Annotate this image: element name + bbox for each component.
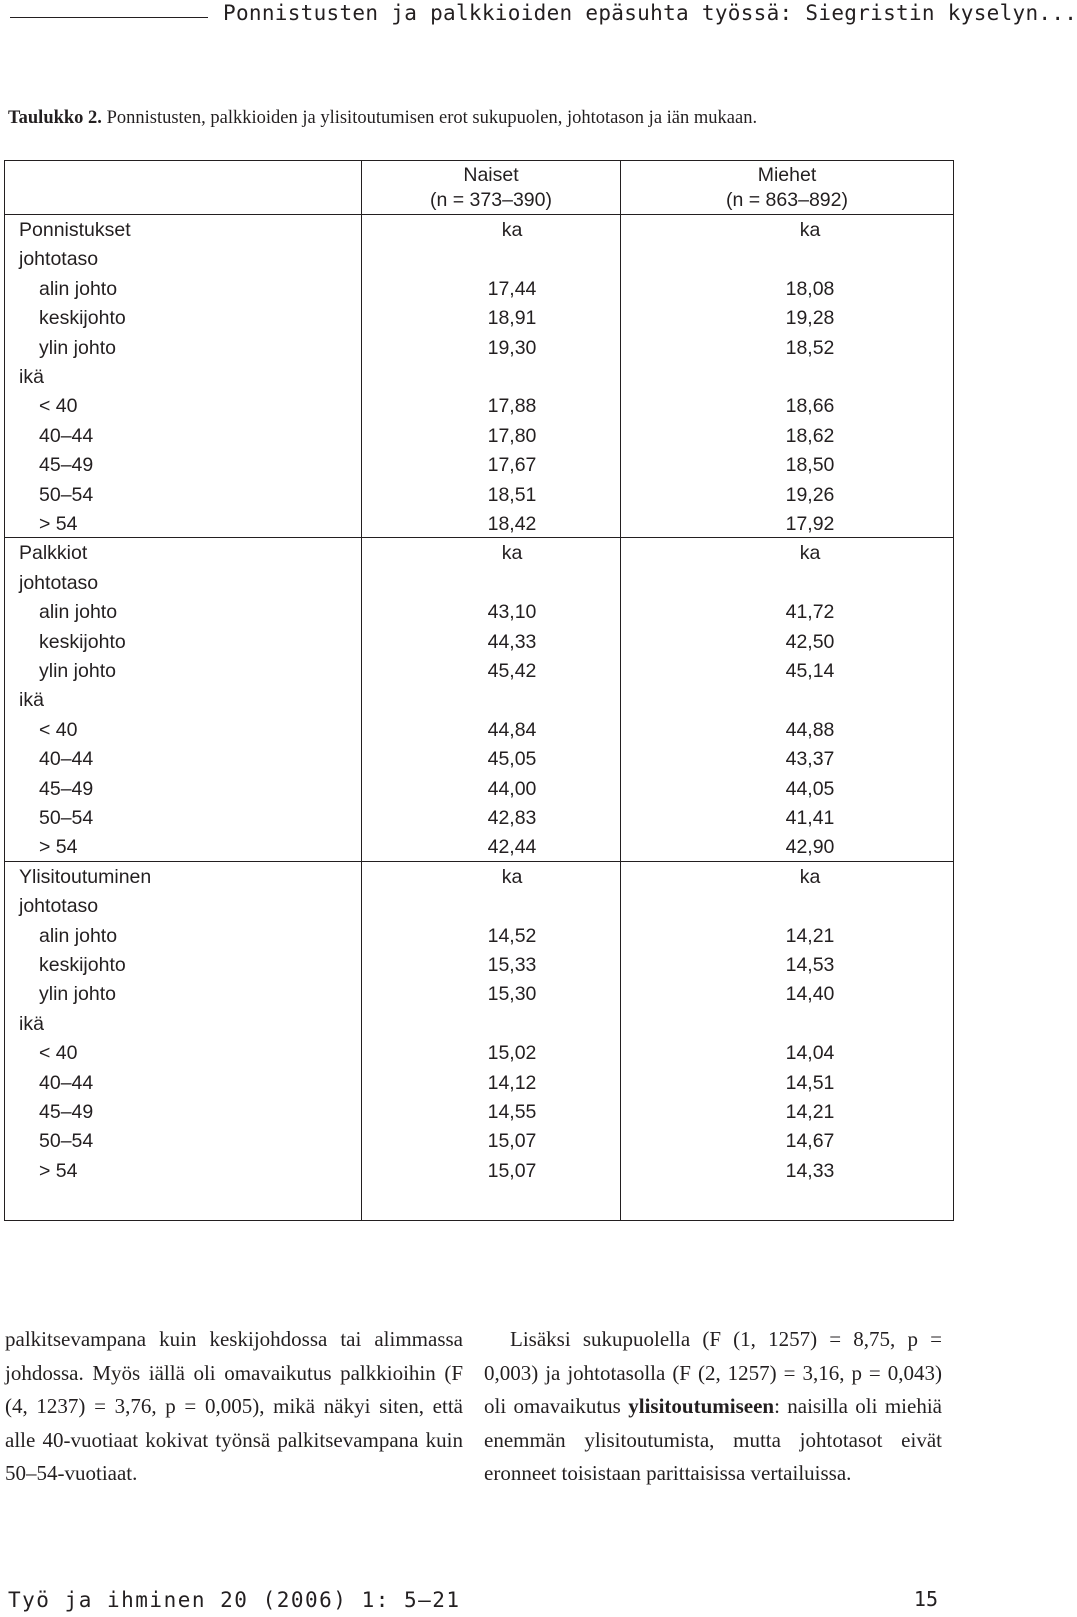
cell-naiset: 14,55 bbox=[487, 1101, 537, 1123]
cell-miehet: 14,51 bbox=[785, 1071, 835, 1094]
cell-naiset: 45,42 bbox=[487, 660, 537, 682]
cell-miehet: 42,50 bbox=[785, 630, 835, 653]
row-label: > 54 bbox=[39, 513, 78, 535]
emphasis: ylisitoutumiseen bbox=[628, 1394, 775, 1419]
table-row bbox=[5, 627, 953, 657]
table-row bbox=[5, 715, 953, 745]
table-row bbox=[5, 538, 953, 568]
table-row bbox=[5, 685, 953, 715]
table-row bbox=[5, 509, 953, 539]
row-label: johtotaso bbox=[19, 895, 99, 918]
paragraph bbox=[484, 1323, 942, 1491]
cell-miehet: 41,72 bbox=[785, 601, 835, 624]
table-row bbox=[5, 1097, 953, 1127]
row-label: johtotaso bbox=[19, 248, 99, 271]
cell-miehet: 43,37 bbox=[785, 748, 835, 771]
body-column-left bbox=[5, 1323, 463, 1491]
table-row bbox=[5, 1126, 953, 1156]
row-label: > 54 bbox=[39, 836, 78, 859]
table-row bbox=[5, 950, 953, 980]
row-label: ylin johto bbox=[39, 336, 116, 359]
table-row bbox=[5, 597, 953, 627]
caption-label: Taulukko 2. bbox=[8, 108, 102, 128]
row-label: 50–54 bbox=[39, 1130, 94, 1153]
row-label: < 40 bbox=[39, 1042, 78, 1065]
row-label: Ylisitoutuminen bbox=[19, 865, 152, 888]
table-row bbox=[5, 215, 953, 245]
cell-miehet: 19,28 bbox=[785, 307, 835, 330]
cell-naiset: ka bbox=[501, 865, 523, 888]
cell-naiset: 17,80 bbox=[487, 424, 537, 447]
cell-miehet: 14,21 bbox=[785, 924, 835, 947]
row-label: Ponnistukset bbox=[19, 219, 131, 241]
row-label: keskijohto bbox=[39, 307, 126, 330]
table-row bbox=[5, 774, 953, 804]
column-name: Naiset bbox=[463, 164, 519, 186]
table-row bbox=[5, 744, 953, 774]
row-label: ikä bbox=[19, 689, 44, 712]
table-row bbox=[5, 421, 953, 451]
cell-naiset: ka bbox=[501, 219, 523, 241]
cell-naiset: 18,91 bbox=[487, 307, 537, 330]
row-label: > 54 bbox=[39, 1159, 78, 1182]
column-name: Miehet bbox=[757, 164, 817, 186]
cell-miehet: ka bbox=[799, 865, 821, 888]
body-column-right bbox=[484, 1323, 942, 1491]
table-row bbox=[5, 803, 953, 833]
running-header: Ponnistusten ja palkkioiden epäsuhta työssä: Siegristin kyselyn... bbox=[223, 1, 1077, 25]
cell-naiset: 44,33 bbox=[487, 630, 537, 653]
row-label: 50–54 bbox=[39, 807, 94, 829]
cell-miehet: 14,21 bbox=[785, 1101, 835, 1123]
cell-naiset: 19,30 bbox=[487, 336, 537, 359]
cell-miehet: 18,62 bbox=[785, 424, 835, 447]
cell-miehet: 18,66 bbox=[785, 395, 835, 418]
cell-miehet: 41,41 bbox=[785, 807, 835, 829]
row-label: keskijohto bbox=[39, 630, 126, 653]
cell-miehet: 44,88 bbox=[785, 718, 835, 741]
row-label: ylin johto bbox=[39, 983, 116, 1006]
cell-naiset: 15,07 bbox=[487, 1159, 537, 1182]
text-run: : naisilla oli miehiä enemmän ylisitoutumista, mutta johtotasot eivät eronneet toisistaan parittaisissa vertailuissa. bbox=[484, 1394, 942, 1486]
cell-miehet: ka bbox=[799, 219, 821, 241]
row-label: 40–44 bbox=[39, 424, 94, 447]
table-row bbox=[5, 391, 953, 421]
table-row bbox=[5, 568, 953, 598]
cell-naiset: 44,00 bbox=[487, 777, 537, 800]
row-label: alin johto bbox=[39, 601, 118, 624]
cell-miehet: 14,53 bbox=[785, 954, 835, 976]
table-row bbox=[5, 1009, 953, 1039]
cell-naiset: 18,42 bbox=[487, 513, 537, 535]
table-row bbox=[5, 656, 953, 686]
column-n: (n = 373–390) bbox=[430, 189, 552, 211]
cell-naiset: 43,10 bbox=[487, 601, 537, 624]
table-row bbox=[5, 362, 953, 392]
table-row bbox=[5, 979, 953, 1009]
text-run: Lisäksi sukupuolella (F (1, 1257) = 8,75, p = 0,003) ja johtotasolla (F (2, 1257) = 3,16, p = 0,043) oli omavaikutus bbox=[484, 1327, 942, 1419]
row-label: ikä bbox=[19, 1012, 44, 1035]
header-rule bbox=[10, 17, 208, 18]
column-n: (n = 863–892) bbox=[726, 189, 848, 211]
table-row bbox=[5, 1068, 953, 1098]
page-number: 15 bbox=[913, 1587, 938, 1611]
cell-naiset: ka bbox=[501, 542, 523, 565]
cell-naiset: 15,33 bbox=[487, 954, 537, 976]
cell-naiset: 15,30 bbox=[487, 983, 537, 1006]
table-row bbox=[5, 891, 953, 921]
cell-naiset: 15,07 bbox=[487, 1130, 537, 1153]
cell-naiset: 17,88 bbox=[487, 395, 537, 418]
cell-naiset: 14,52 bbox=[487, 924, 537, 947]
cell-naiset: 18,51 bbox=[487, 483, 537, 506]
cell-miehet: 44,05 bbox=[785, 777, 835, 800]
cell-naiset: 17,67 bbox=[487, 454, 537, 477]
cell-miehet: 18,08 bbox=[785, 277, 835, 300]
row-label: ylin johto bbox=[39, 660, 116, 682]
row-label: Palkkiot bbox=[19, 542, 88, 565]
row-label: 45–49 bbox=[39, 454, 94, 477]
table-row bbox=[5, 862, 953, 892]
cell-naiset: 44,84 bbox=[487, 718, 537, 741]
row-label: 40–44 bbox=[39, 748, 94, 771]
cell-naiset: 17,44 bbox=[487, 277, 537, 300]
cell-miehet: 45,14 bbox=[785, 660, 835, 682]
cell-miehet: 14,04 bbox=[785, 1042, 835, 1065]
table-row bbox=[5, 274, 953, 304]
row-label: < 40 bbox=[39, 718, 78, 741]
cell-naiset: 45,05 bbox=[487, 748, 537, 771]
column-header-naiset bbox=[362, 163, 620, 213]
row-label: 45–49 bbox=[39, 777, 94, 800]
row-label: 50–54 bbox=[39, 483, 94, 506]
table-row bbox=[5, 1038, 953, 1068]
table-row bbox=[5, 480, 953, 510]
caption-text: Ponnistusten, palkkioiden ja ylisitoutumisen erot sukupuolen, johtotason ja iän mukaan. bbox=[101, 108, 758, 128]
row-label: < 40 bbox=[39, 395, 78, 418]
journal-footer: Työ ja ihminen 20 (2006) 1: 5—21 bbox=[8, 1588, 461, 1612]
table-row bbox=[5, 450, 953, 480]
column-header-miehet bbox=[621, 163, 953, 213]
row-label: 40–44 bbox=[39, 1071, 94, 1094]
table-caption bbox=[8, 106, 757, 130]
cell-miehet: 14,40 bbox=[785, 983, 835, 1006]
table-row bbox=[5, 921, 953, 951]
cell-naiset: 42,83 bbox=[487, 807, 537, 829]
cell-naiset: 14,12 bbox=[487, 1071, 537, 1094]
cell-miehet: 14,67 bbox=[785, 1130, 835, 1153]
cell-miehet: 18,52 bbox=[785, 336, 835, 359]
cell-naiset: 42,44 bbox=[487, 836, 537, 859]
data-table bbox=[4, 160, 954, 1221]
row-label: keskijohto bbox=[39, 954, 126, 976]
cell-miehet: 14,33 bbox=[785, 1159, 835, 1182]
cell-miehet: 19,26 bbox=[785, 483, 835, 506]
row-label: johtotaso bbox=[19, 571, 99, 594]
table-row bbox=[5, 1156, 953, 1186]
table-row bbox=[5, 244, 953, 274]
row-label: alin johto bbox=[39, 277, 118, 300]
paragraph: palkitsevampana kuin keskijohdossa tai alimmassa johdossa. Myös iällä oli omavaikutus palkkioihin (F (4, 1237) = 3,76, p = 0,005), mikä näkyi siten, että alle 40-vuotiaat kokivat työnsä palkitsevampana kuin 50–54-vuotiaat. bbox=[5, 1327, 463, 1486]
cell-miehet: 42,90 bbox=[785, 836, 835, 859]
row-label: 45–49 bbox=[39, 1101, 94, 1123]
row-label: ikä bbox=[19, 366, 44, 388]
cell-miehet: 17,92 bbox=[785, 513, 835, 535]
cell-miehet: ka bbox=[799, 542, 821, 565]
table-row bbox=[5, 303, 953, 333]
cell-naiset: 15,02 bbox=[487, 1042, 537, 1065]
row-label: alin johto bbox=[39, 924, 118, 947]
cell-miehet: 18,50 bbox=[785, 454, 835, 477]
table-row bbox=[5, 832, 953, 862]
table-row bbox=[5, 333, 953, 363]
